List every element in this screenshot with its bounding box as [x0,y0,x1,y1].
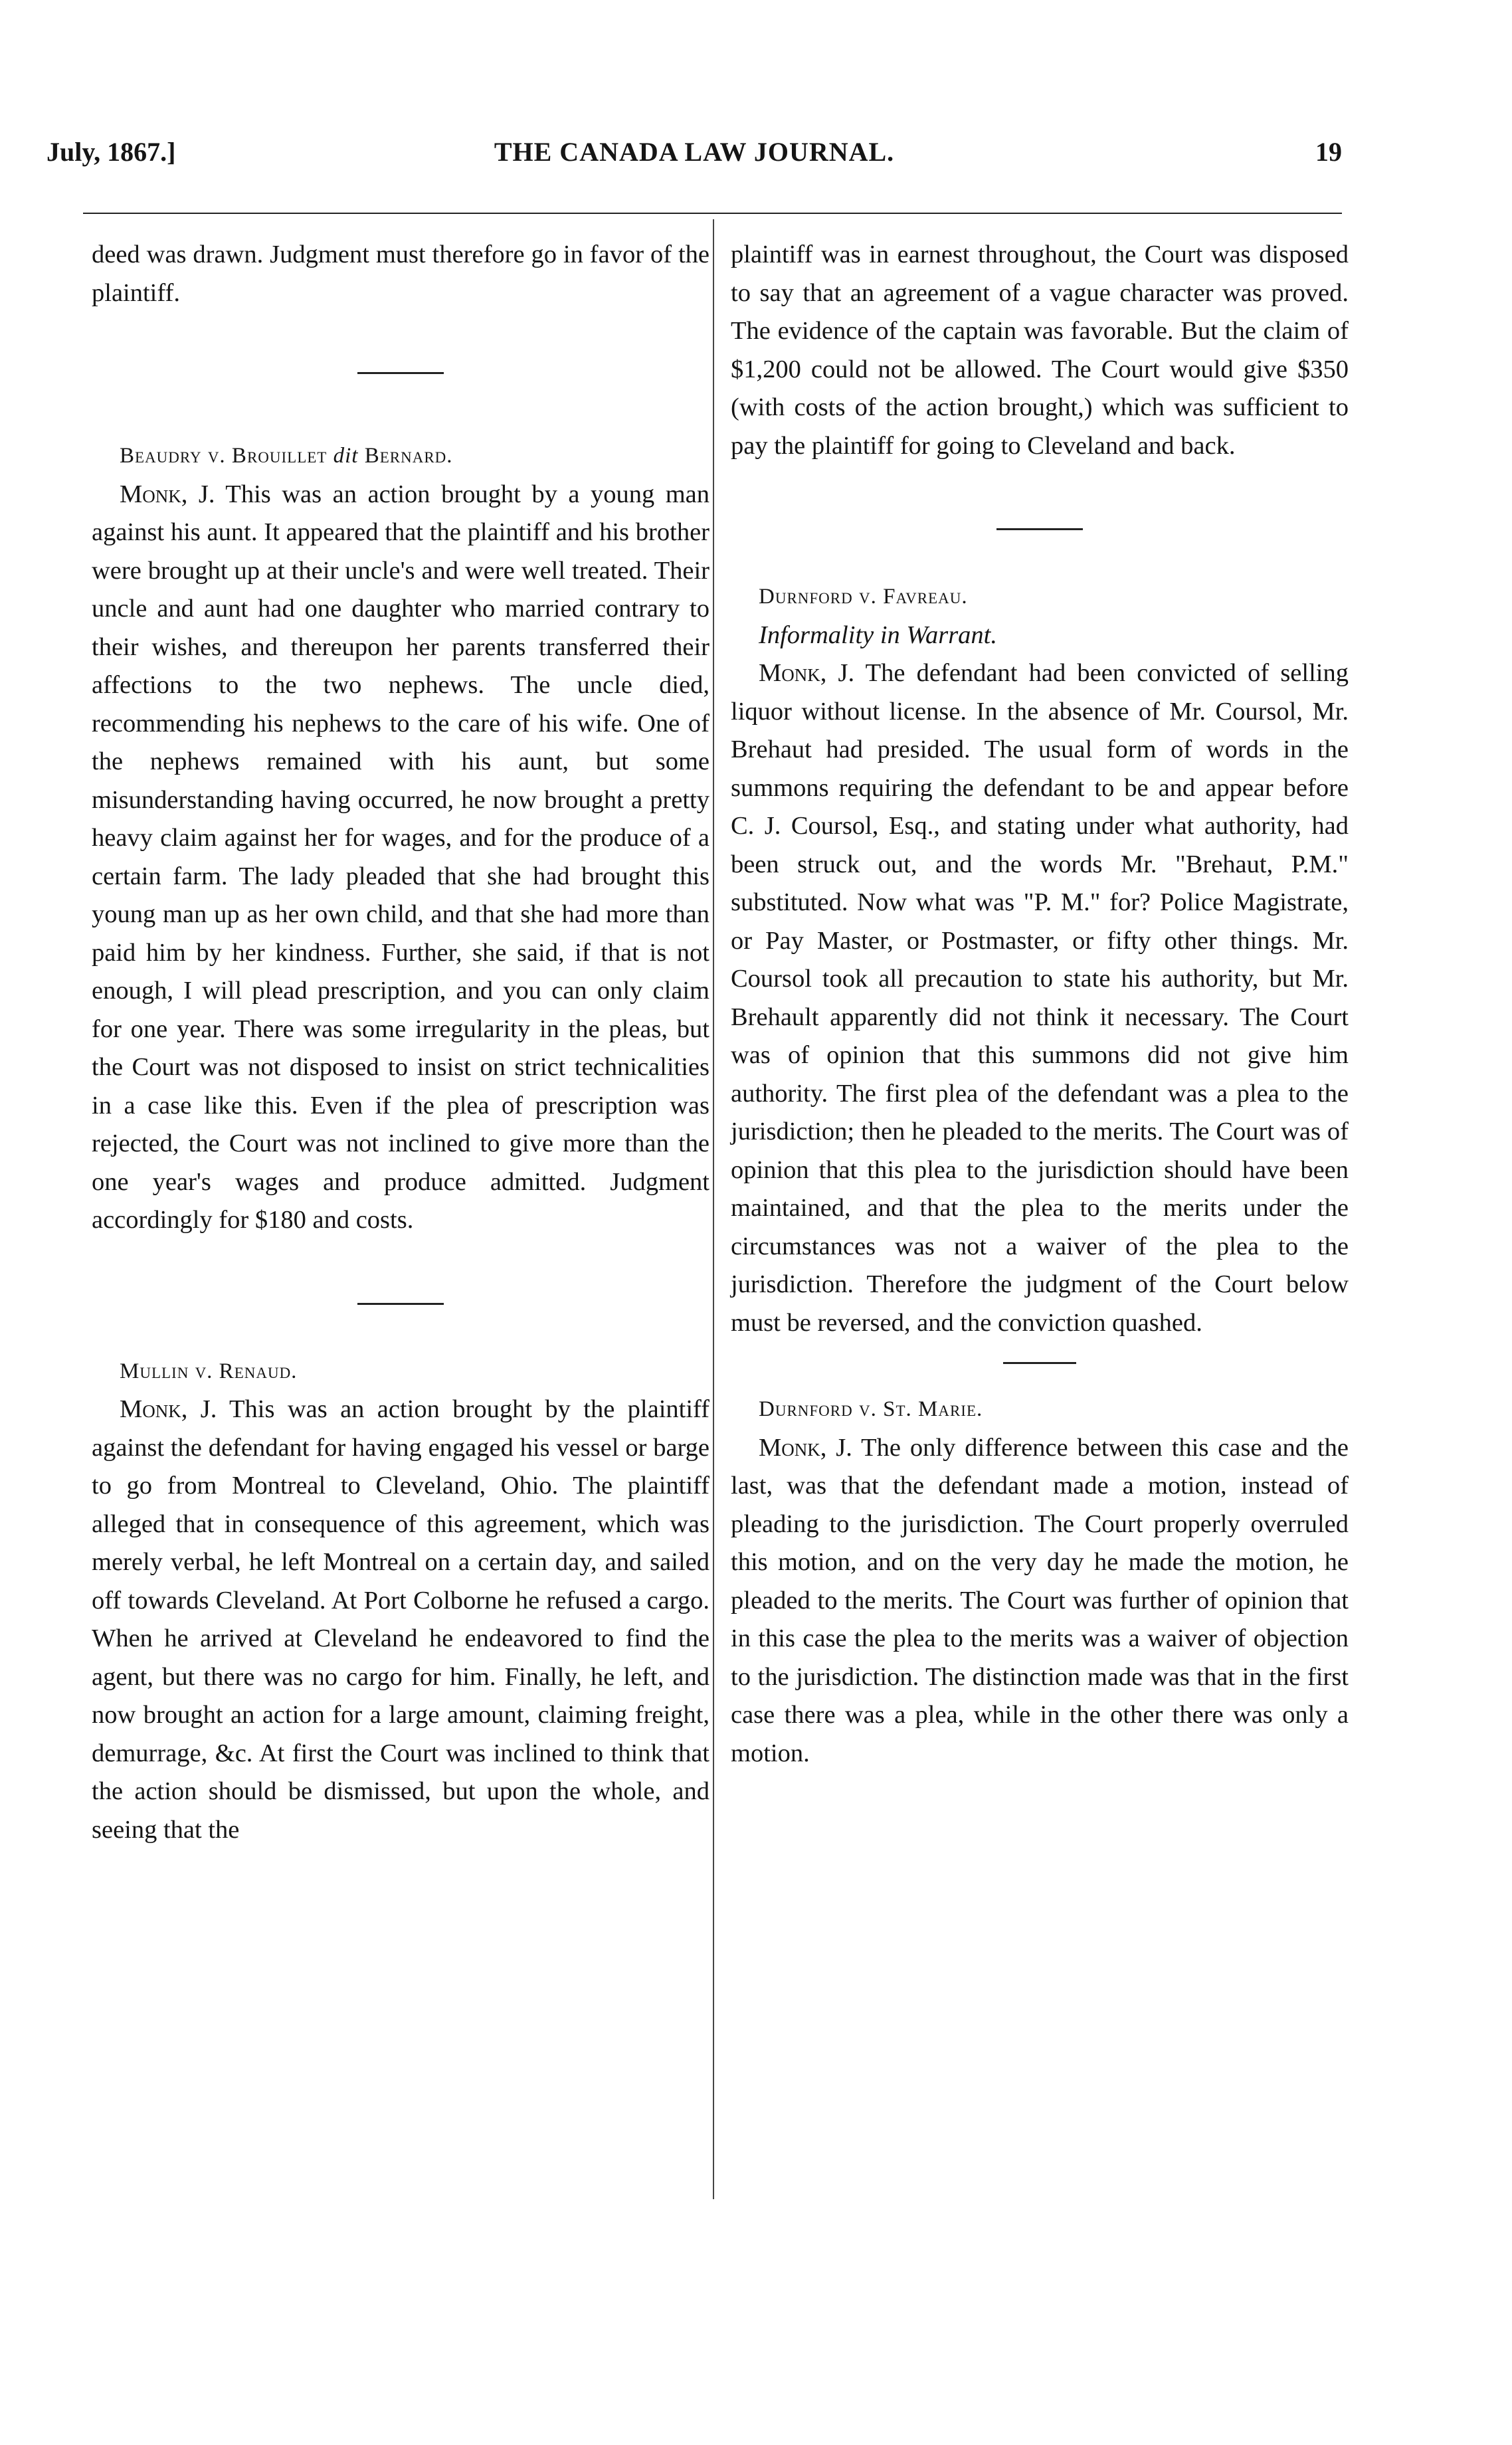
case-title-beaudry: Beaudry v. Brouillet dit Bernard. [120,444,453,468]
left-column [92,236,709,1849]
case-title-mullin: Mullin v. Renaud. [120,1359,298,1383]
judge-name: Monk, J. [759,659,855,687]
issue-date: July, 1867.] [47,137,176,167]
case-body-st-marie: Monk, J. The only difference between this case and the last, was that the defendant made a motion, instead of pleading to the jurisdiction. The Court properly overruled this motion, and on the very day he made the motion, he pleaded to the merits. The Court was further of opinion that in this case the plea to the merits was a waiver of objection to the jurisdiction. The distinction made was that in the first case there was a plea, while in the other there was only a motion. [731,1433,1349,1767]
case-title-favreau: Durnford v. Favreau. [759,585,968,609]
judge-name: Monk, J. [120,480,215,508]
judge-name: Monk, J. [120,1395,217,1423]
page-number: 19 [1315,137,1342,167]
case-subtitle: Informality in Warrant. [759,621,998,649]
header-rule [83,213,1342,214]
case-body-favreau: Monk, J. The defendant had been convicted of selling liquor without license. In the absence of Mr. Coursol, Mr. Brehaut had presided. The usual form of words in the summons requiring the defendant to be and appear before C. J. Coursol, Esq., and stating under what authority, had been struck out, and the words Mr. "Brehaut, P.M." substituted. Now what was "P. M." for? Police Magistrate, or Pay Master, or Postmaster, or fifty other things. Mr. Coursol took all precaution to state his authority, but Mr. Brehault apparently did not think it necessary. The Court was of opinion that this summons did not give him authority. The first plea of the defendant was a plea to the jurisdiction; then he pleaded to the merits. The Court was of opinion that this plea to the jurisdiction should have been maintained, and that the plea to the merits under the circumstances was not a waiver of the plea to the jurisdiction. Therefore the judgment of the Court below must be reversed, and the conviction quashed. [731,659,1349,1337]
case-body-beaudry: Monk, J. This was an action brought by a young man against his aunt. It appeared that the plaintiff and his brother were brought up at their uncle's and were well treated. Their uncle and aunt had one daughter who married contrary to their wishes, and thereupon her parents transferred their affections to the two nephews. The uncle died, recommending his nephews to the care of his wife. One of the nephews remained with his aunt, but some misunderstanding having occurred, he now brought a pretty heavy claim against her for wages, and for the produce of a certain farm. The lady pleaded that she had brought this young man up as her own child, and that she had more than paid him by her kindness. Further, she said, if that is not enough, I will plead prescription, and you can only claim for one year. There was some irregularity in the pleas, but the Court was not disposed to insist on strict technicalities in a case like this. Even if the plea of prescription was rejected, the Court was not inclined to give more than the one year's wages and produce admitted. Judgment accordingly for $180 and costs. [92,480,709,1234]
right-column [731,236,1349,1773]
continued-paragraph: plaintiff was in earnest throughout, the Court was disposed to say that an agreement of a vague character was proved. The evidence of the captain was favorable. But the claim of $1,200 could not be allowed. The Court would give $350 (with costs of the action brought,) which was sufficient to pay the plaintiff for going to Cleveland and back. [731,241,1349,460]
intro-paragraph: deed was drawn. Judgment must therefore go in favor of the plaintiff. [92,241,709,307]
running-header [47,136,1342,176]
case-body-mullin: Monk, J. This was an action brought by the plaintiff against the defendant for having engaged his vessel or barge to go from Montreal to Cleveland, Ohio. The plaintiff alleged that in consequence of this agreement, which was merely verbal, he left Montreal on a certain day, and sailed off towards Cleveland. At Port Colborne he refused a cargo. When he arrived at Cleveland he endeavored to find the agent, but there was no cargo for him. Finally, he left, and now brought an action for a large amount, claiming freight, demurrage, &c. At first the Court was inclined to think that the action should be dismissed, but upon the whole, and seeing that the [92,1395,709,1844]
judge-name: Monk, J. [759,1433,852,1462]
case-title-st-marie: Durnford v. St. Marie. [759,1397,983,1421]
journal-title: THE CANADA LAW JOURNAL. [494,137,895,167]
column-divider [713,219,714,2199]
